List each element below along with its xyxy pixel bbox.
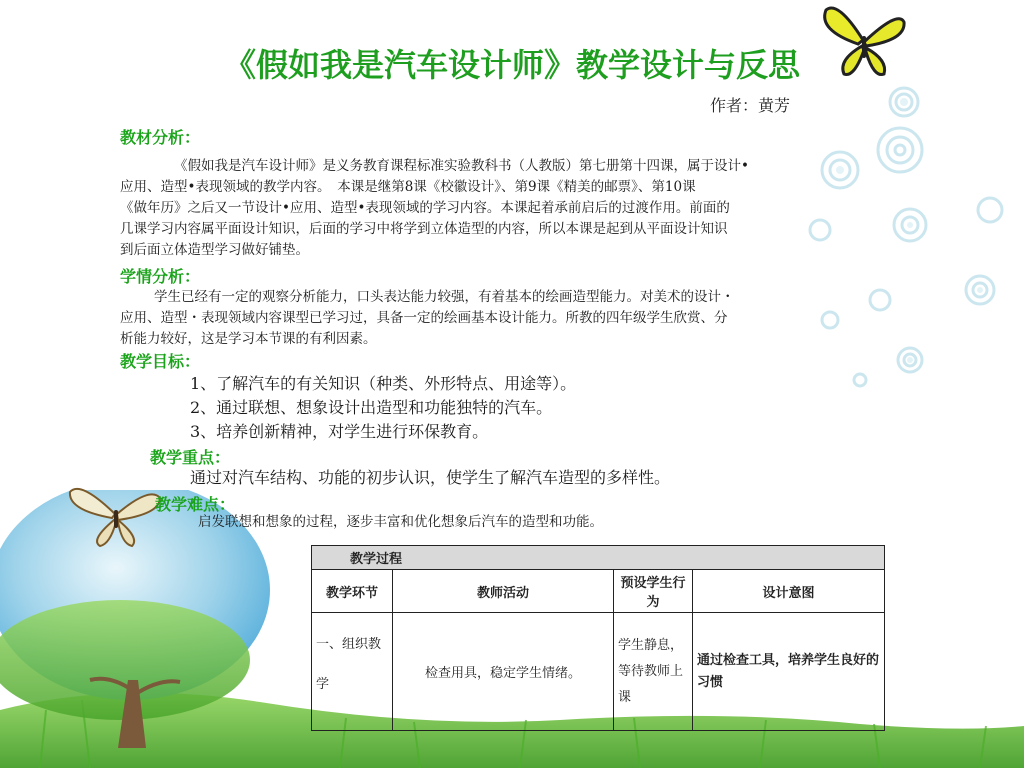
goal-item: 3、培养创新精神，对学生进行环保教育。 bbox=[190, 422, 489, 441]
table-header-cell: 预设学生行为 bbox=[614, 570, 693, 613]
material-line: 应用、造型•表现领域的教学内容。 本课是继第8课《校徽设计》、第9课《精美的邮票》、第10课 bbox=[120, 179, 696, 195]
section-heading-material: 教材分析： bbox=[120, 128, 201, 147]
material-line: 到后面立体造型学习做好铺垫。 bbox=[120, 242, 309, 258]
material-line: 几课学习内容属平面设计知识，后面的学习中将学到立体造型的内容，所以本课是起到从平面设计知识 bbox=[120, 221, 728, 237]
author-line: 作者：黄芳 bbox=[710, 96, 791, 115]
table-cell: 通过检查工具，培养学生良好的习惯 bbox=[693, 613, 885, 731]
material-line: 《做年历》之后又一节设计•应用、造型•表现领域的学习内容。本课起着承前启后的过渡作用。前面的 bbox=[120, 200, 730, 216]
process-table bbox=[311, 545, 885, 720]
section-heading-difficulties: 教学难点： bbox=[155, 495, 236, 514]
table-header-cell: 教师活动 bbox=[393, 570, 614, 613]
table-cell: 检查用具，稳定学生情绪。 bbox=[393, 613, 614, 731]
students-line: 学生已经有一定的观察分析能力，口头表达能力较强，有着基本的绘画造型能力。对美术的设计・ bbox=[154, 289, 735, 305]
process-table-caption-text: 教学过程 bbox=[350, 552, 403, 567]
difficulties-text: 启发联想和想象的过程，逐步丰富和优化想象后汽车的造型和功能。 bbox=[198, 514, 603, 530]
section-heading-key-points: 教学重点： bbox=[150, 448, 231, 467]
students-line: 应用、造型・表现领域内容课型已学习过，具备一定的绘画基本设计能力。所教的四年级学生欣赏、分 bbox=[120, 310, 728, 326]
table-header-cell: 设计意图 bbox=[693, 570, 885, 613]
butterfly-icon bbox=[60, 480, 170, 550]
table-cell: 一、组织教学 bbox=[312, 613, 393, 731]
students-paragraph bbox=[120, 287, 910, 350]
table-row bbox=[312, 613, 885, 731]
page-title: 《假如我是汽车设计师》教学设计与反思 bbox=[223, 46, 800, 84]
table-header-cell: 教学环节 bbox=[312, 570, 393, 613]
material-line: 《假如我是汽车设计师》是义务教育课程标准实验教科书（人教版）第七册第十四课，属于设计• bbox=[174, 158, 749, 174]
table-cell: 学生静息，等待教师上课 bbox=[614, 613, 693, 731]
process-table-caption bbox=[312, 546, 885, 570]
students-line: 析能力较好，这是学习本节课的有利因素。 bbox=[120, 331, 377, 347]
goal-item: 2、通过联想、想象设计出造型和功能独特的汽车。 bbox=[190, 398, 553, 417]
key-points-text: 通过对汽车结构、功能的初步认识，使学生了解汽车造型的多样性。 bbox=[190, 468, 671, 487]
section-heading-students: 学情分析： bbox=[120, 267, 201, 286]
material-paragraph bbox=[120, 156, 910, 261]
goal-item: 1、了解汽车的有关知识（种类、外形特点、用途等）。 bbox=[190, 374, 577, 393]
section-heading-goals: 教学目标： bbox=[120, 352, 201, 371]
